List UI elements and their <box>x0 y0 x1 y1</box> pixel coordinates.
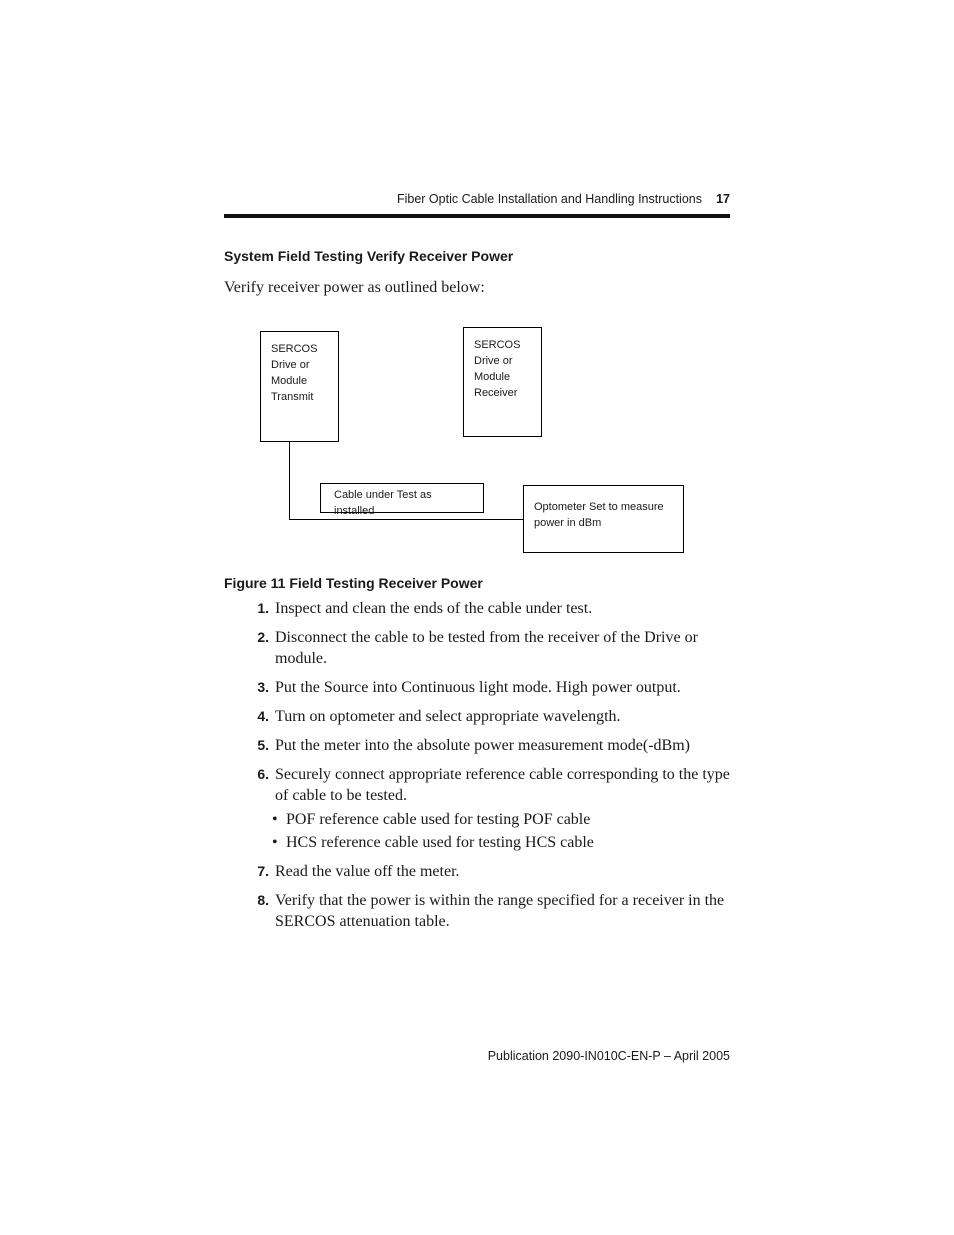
bullet-icon: • <box>272 811 278 828</box>
cable-line-horizontal <box>289 519 524 520</box>
list-item <box>224 677 730 698</box>
section-heading: System Field Testing Verify Receiver Power <box>224 248 514 264</box>
figure-caption: Figure 11 Field Testing Receiver Power <box>224 575 483 591</box>
step-number: 5. <box>257 737 269 753</box>
bullet-text: POF reference cable used for testing POF cable <box>286 811 591 828</box>
bullet-item <box>272 832 730 853</box>
bullet-item <box>272 809 730 830</box>
step-number: 8. <box>257 892 269 908</box>
step-text: Securely connect appropriate reference cable corresponding to the type of cable to be tested. <box>275 766 730 804</box>
cable-box: Cable under Test as installed <box>320 483 484 513</box>
page-number: 17 <box>716 192 730 206</box>
optometer-box: Optometer Set to measure power in dBm <box>523 485 684 553</box>
sub-bullets <box>272 809 730 853</box>
transmit-box: SERCOS Drive or Module Transmit <box>260 331 339 442</box>
list-item <box>224 735 730 756</box>
step-number: 3. <box>257 679 269 695</box>
bullet-text: HCS reference cable used for testing HCS cable <box>286 834 594 851</box>
list-item <box>224 627 730 669</box>
list-item <box>224 890 730 932</box>
list-item <box>224 706 730 727</box>
bullet-icon: • <box>272 834 278 851</box>
step-text: Put the Source into Continuous light mode. High power output. <box>275 679 681 696</box>
publication-footer: Publication 2090-IN010C-EN-P – April 2005 <box>487 1049 730 1063</box>
step-number: 2. <box>257 629 269 645</box>
list-item <box>224 598 730 619</box>
step-number: 4. <box>257 708 269 724</box>
step-text: Read the value off the meter. <box>275 863 460 880</box>
step-number: 1. <box>257 600 269 616</box>
cable-line-vertical <box>289 441 290 520</box>
receiver-box: SERCOS Drive or Module Receiver <box>463 327 542 437</box>
step-text: Verify that the power is within the range specified for a receiver in the SERCOS attenuation table. <box>275 892 725 930</box>
steps-list <box>224 598 730 940</box>
running-header: Fiber Optic Cable Installation and Handling Instructions <box>396 192 702 206</box>
list-item <box>224 764 730 853</box>
step-number: 7. <box>257 863 269 879</box>
step-text: Put the meter into the absolute power measurement mode(-dBm) <box>275 737 690 754</box>
intro-text: Verify receiver power as outlined below: <box>224 279 485 296</box>
step-text: Inspect and clean the ends of the cable under test. <box>275 600 593 617</box>
step-text: Disconnect the cable to be tested from the receiver of the Drive or module. <box>275 629 698 667</box>
step-text: Turn on optometer and select appropriate wavelength. <box>275 708 621 725</box>
header-rule <box>224 214 730 218</box>
step-number: 6. <box>257 766 269 782</box>
list-item <box>224 861 730 882</box>
